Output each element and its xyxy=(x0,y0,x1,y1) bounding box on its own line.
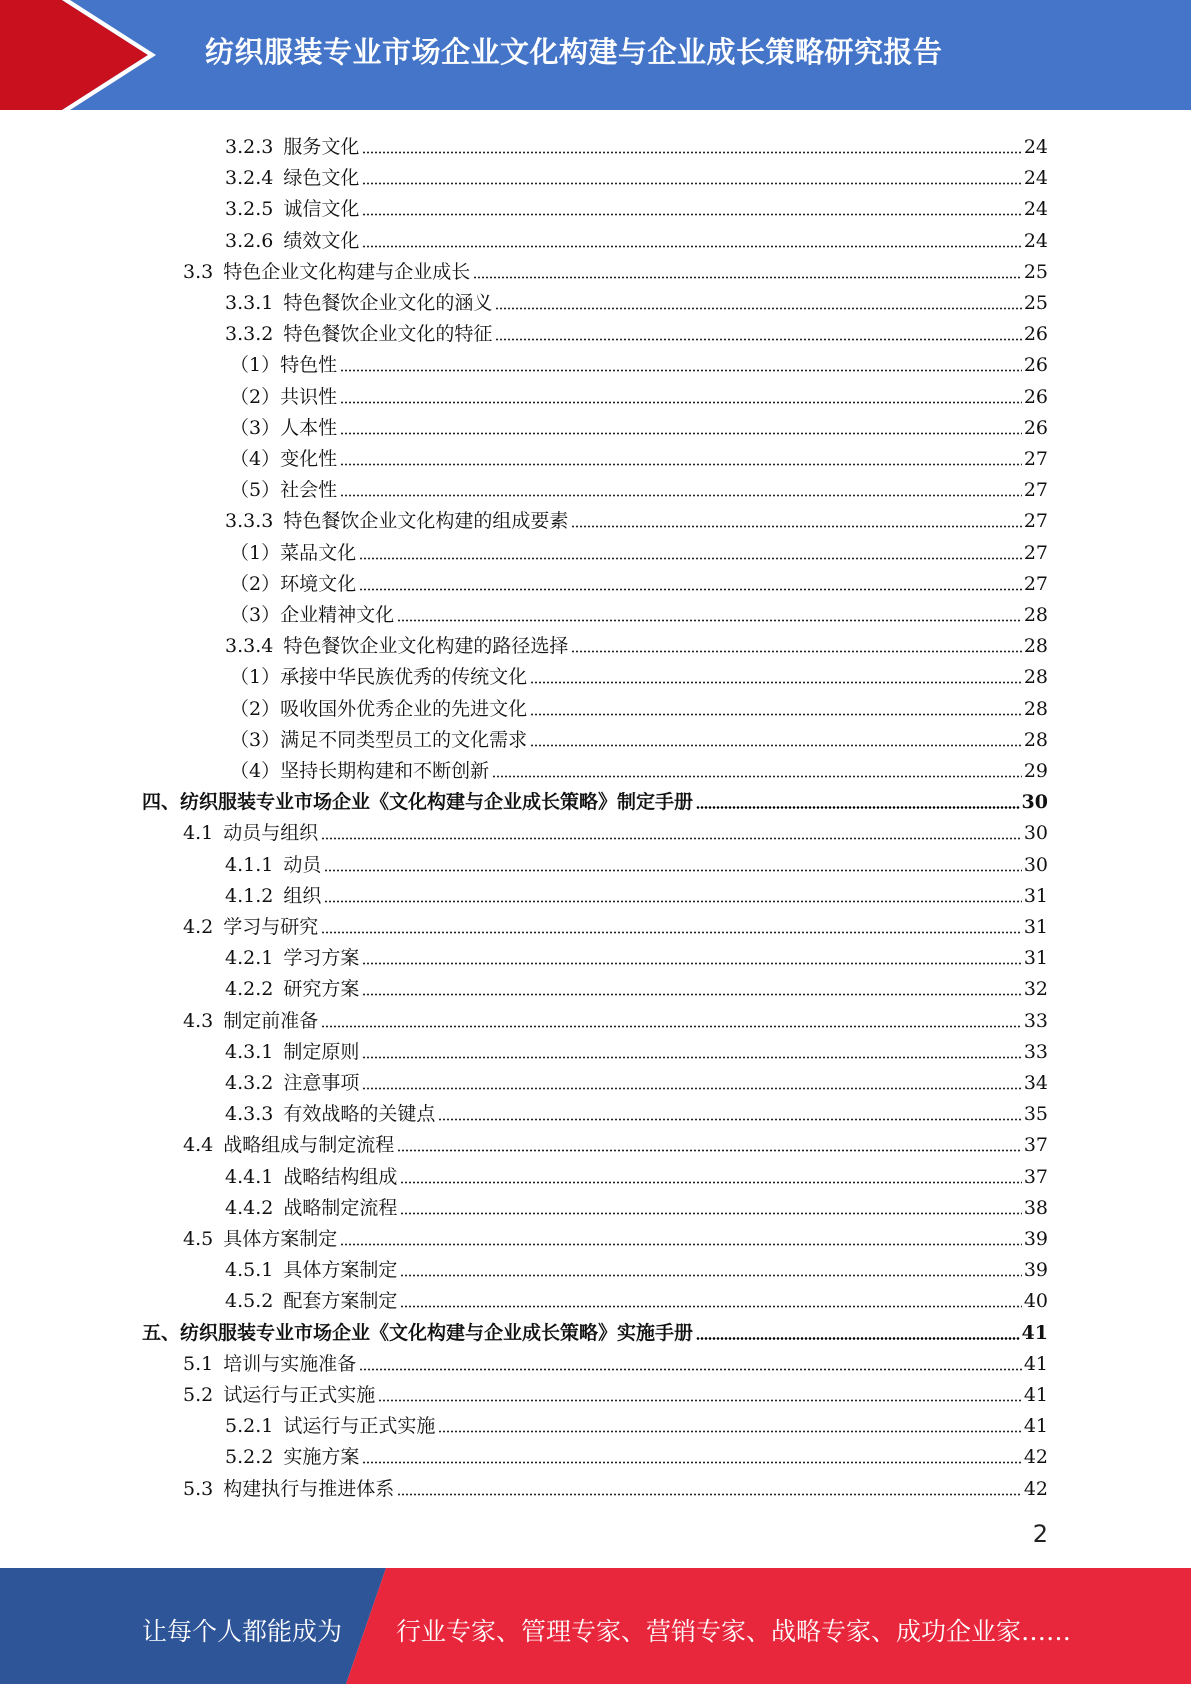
toc-entry[interactable] xyxy=(225,1032,1048,1063)
toc-dot-leader xyxy=(495,307,1021,310)
toc-entry-page: 42 xyxy=(1023,1477,1048,1500)
toc-entry-text: （1）特色性 xyxy=(230,354,338,377)
toc-dot-leader xyxy=(495,338,1021,341)
toc-entry-text: （3）企业精神文化 xyxy=(230,604,395,626)
toc-entry-text: （2）吸收国外优秀企业的先进文化 xyxy=(230,697,528,720)
toc-entry-text: 特色企业文化构建与企业成长 xyxy=(223,260,471,283)
toc-entry-text: 组织 xyxy=(283,884,322,907)
toc-entry-label xyxy=(225,885,321,907)
toc-entry[interactable] xyxy=(225,938,1048,969)
toc-entry-page: 41 xyxy=(1021,1321,1048,1344)
toc-entry-label xyxy=(183,822,318,844)
toc-entry-label xyxy=(183,916,318,938)
toc-entry[interactable] xyxy=(230,720,1048,751)
toc-entry-page: 31 xyxy=(1023,884,1048,907)
toc-entry-text: 配套方案制定 xyxy=(283,1290,398,1313)
toc-entry[interactable] xyxy=(225,1063,1048,1094)
toc-entry-number: 4.5.2 xyxy=(225,1290,274,1313)
toc-dot-leader xyxy=(340,432,1022,435)
toc-entry-text: 注意事项 xyxy=(283,1072,360,1094)
toc-entry[interactable] xyxy=(183,907,1048,938)
toc-entry-page: 26 xyxy=(1023,416,1048,439)
toc-entry-label xyxy=(225,136,359,158)
toc-entry-number: 3.2.3 xyxy=(225,136,274,158)
toc-entry-number: 4.3.2 xyxy=(225,1072,274,1094)
toc-dot-leader xyxy=(321,1025,1022,1028)
toc-dot-leader xyxy=(359,588,1022,591)
toc-entry[interactable] xyxy=(183,1219,1048,1250)
toc-entry[interactable] xyxy=(230,408,1048,439)
toc-entry-label xyxy=(225,947,359,969)
toc-entry-text: 具体方案制定 xyxy=(283,1259,398,1282)
toc-entry-number: 4.1.1 xyxy=(225,853,274,876)
toc-entry-number: 5.2.2 xyxy=(225,1446,274,1469)
toc-entry-page: 28 xyxy=(1023,604,1048,626)
toc-entry-text: 五、纺织服装专业市场企业《文化构建与企业成长策略》实施手册 xyxy=(142,1321,694,1344)
toc-entry-label xyxy=(230,354,337,376)
toc-entry-number: 3.3.4 xyxy=(225,635,274,658)
page-footer xyxy=(0,1568,1191,1684)
toc-dot-leader xyxy=(397,1149,1022,1152)
toc-entry-number: 4.2 xyxy=(183,916,214,938)
toc-entry-label xyxy=(183,1384,375,1406)
toc-dot-leader xyxy=(362,1087,1021,1090)
report-title: 纺织服装专业市场企业文化构建与企业成长策略研究报告 xyxy=(205,35,943,69)
toc-entry[interactable] xyxy=(225,501,1048,532)
toc-entry-label xyxy=(230,448,337,470)
toc-entry-text: 有效战略的关键点 xyxy=(283,1103,436,1126)
toc-entry-label xyxy=(230,760,489,782)
toc-entry-page: 40 xyxy=(1023,1290,1048,1313)
toc-entry[interactable] xyxy=(230,377,1048,408)
toc-entry-text: （2）共识性 xyxy=(230,385,338,408)
toc-dot-leader xyxy=(696,806,1020,809)
toc-entry[interactable] xyxy=(230,751,1048,782)
toc-entry-label xyxy=(225,1197,397,1219)
toc-chapter-entry[interactable] xyxy=(142,1313,1048,1344)
toc-entry-text: 试运行与正式实施 xyxy=(283,1415,436,1438)
toc-entry[interactable] xyxy=(183,813,1048,844)
toc-entry-number: 4.2.2 xyxy=(225,978,274,1001)
footer-slogan-right: 行业专家、管理专家、营销专家、战略专家、成功企业家…… xyxy=(396,1617,1072,1646)
toc-entry-number: 4.4.2 xyxy=(225,1196,274,1219)
toc-entry[interactable] xyxy=(230,345,1048,376)
toc-entry[interactable] xyxy=(225,283,1048,314)
toc-entry-page: 33 xyxy=(1023,1009,1048,1032)
toc-entry[interactable] xyxy=(230,533,1048,564)
toc-dot-leader xyxy=(400,1212,1021,1215)
toc-entry-number: 3.3.3 xyxy=(225,510,274,533)
toc-entry-text: 诚信文化 xyxy=(283,198,360,221)
toc-entry-number: 3.3 xyxy=(183,260,214,283)
toc-entry-page: 39 xyxy=(1023,1228,1048,1250)
toc-entry[interactable] xyxy=(230,564,1048,595)
toc-entry[interactable] xyxy=(225,1188,1048,1219)
toc-entry-number: 4.3.3 xyxy=(225,1103,274,1126)
toc-entry-page: 37 xyxy=(1023,1165,1048,1188)
toc-entry[interactable] xyxy=(230,439,1048,470)
toc-entry-text: 实施方案 xyxy=(283,1446,360,1469)
toc-entry[interactable] xyxy=(225,876,1048,907)
toc-dot-leader xyxy=(400,1181,1021,1184)
toc-entry[interactable] xyxy=(225,845,1048,876)
toc-entry-page: 41 xyxy=(1023,1415,1048,1438)
toc-entry-number: 4.4 xyxy=(183,1134,214,1157)
toc-dot-leader xyxy=(324,869,1021,872)
toc-entry-text: 动员 xyxy=(283,853,322,876)
toc-entry-page: 28 xyxy=(1023,728,1048,751)
toc-dot-leader xyxy=(492,775,1022,778)
toc-entry-label xyxy=(183,1010,318,1032)
toc-entry-label xyxy=(225,1259,397,1281)
toc-entry[interactable] xyxy=(183,252,1048,283)
toc-entry-page: 42 xyxy=(1023,1446,1048,1469)
toc-entry[interactable] xyxy=(230,657,1048,688)
toc-dot-leader xyxy=(696,1337,1020,1340)
toc-entry-page: 27 xyxy=(1023,448,1048,470)
toc-entry-text: 四、纺织服装专业市场企业《文化构建与企业成长策略》制定手册 xyxy=(142,791,694,814)
toc-entry-page: 30 xyxy=(1023,822,1048,845)
toc-entry-number: 5.1 xyxy=(183,1352,214,1375)
toc-entry-label xyxy=(225,1415,435,1437)
toc-entry-label xyxy=(183,261,470,283)
toc-entry-label xyxy=(230,542,356,564)
toc-entry-text: （5）社会性 xyxy=(230,479,338,502)
toc-entry[interactable] xyxy=(225,127,1048,158)
toc-entry-text: 研究方案 xyxy=(283,978,360,1001)
toc-entry-text: 特色餐饮企业文化的涵义 xyxy=(283,292,493,314)
toc-dot-leader xyxy=(400,1274,1021,1277)
toc-entry-page: 30 xyxy=(1023,853,1048,876)
toc-entry[interactable] xyxy=(183,1125,1048,1156)
toc-dot-leader xyxy=(362,245,1021,248)
toc-dot-leader xyxy=(438,1118,1021,1121)
toc-entry-number: 5.2.1 xyxy=(225,1415,274,1438)
toc-entry-text: 服务文化 xyxy=(283,136,360,158)
toc-chapter-entry[interactable] xyxy=(142,782,1048,813)
toc-entry[interactable] xyxy=(225,189,1048,220)
toc-entry-label xyxy=(183,1353,356,1375)
toc-entry-page: 33 xyxy=(1023,1040,1048,1063)
toc-entry-page: 35 xyxy=(1023,1103,1048,1126)
toc-entry-number: 4.1 xyxy=(183,822,214,845)
toc-entry-page: 28 xyxy=(1023,666,1048,689)
toc-entry-number: 5.3 xyxy=(183,1477,214,1500)
toc-dot-leader xyxy=(473,276,1022,279)
toc-entry-page: 30 xyxy=(1021,791,1048,814)
toc-entry-label xyxy=(183,1134,394,1156)
toc-entry-label xyxy=(230,666,527,688)
toc-entry-text: 构建执行与推进体系 xyxy=(223,1477,395,1500)
toc-entry-page: 27 xyxy=(1023,510,1048,533)
toc-entry[interactable] xyxy=(225,626,1048,657)
toc-entry-number: 3.2.5 xyxy=(225,198,274,221)
toc-entry-page: 24 xyxy=(1023,167,1048,190)
toc-entry-text: 战略制定流程 xyxy=(283,1196,398,1219)
toc-dot-leader xyxy=(362,213,1021,216)
toc-entry-label xyxy=(225,1072,359,1094)
toc-entry-page: 24 xyxy=(1023,229,1048,252)
toc-entry-page: 28 xyxy=(1023,697,1048,720)
toc-dot-leader xyxy=(340,494,1022,497)
toc-entry[interactable] xyxy=(230,470,1048,501)
toc-entry-number: 4.5 xyxy=(183,1228,214,1250)
toc-dot-leader xyxy=(378,1399,1022,1402)
toc-dot-leader xyxy=(340,1243,1022,1246)
toc-entry-label xyxy=(225,1446,359,1468)
toc-dot-leader xyxy=(362,151,1021,154)
toc-entry-label xyxy=(225,1166,397,1188)
toc-entry[interactable] xyxy=(225,1437,1048,1468)
toc-entry-label xyxy=(230,729,527,751)
toc-dot-leader xyxy=(321,837,1022,840)
toc-entry-number: 4.3.1 xyxy=(225,1040,274,1063)
toc-entry-label xyxy=(183,1228,337,1250)
toc-dot-leader xyxy=(530,713,1022,716)
toc-entry-number: 3.2.4 xyxy=(225,167,274,190)
toc-entry-text: 学习与研究 xyxy=(223,916,319,938)
toc-dot-leader xyxy=(362,993,1021,996)
toc-entry-number: 4.1.2 xyxy=(225,884,274,907)
toc-entry-page: 27 xyxy=(1023,541,1048,564)
toc-entry-label xyxy=(230,417,337,439)
toc-entry-label xyxy=(225,230,359,252)
toc-entry-number: 4.5.1 xyxy=(225,1259,274,1282)
toc-entry-text: 特色餐饮企业文化的特征 xyxy=(283,323,493,346)
toc-entry-number: 3.3.2 xyxy=(225,323,274,346)
toc-entry-page: 32 xyxy=(1023,978,1048,1001)
toc-entry-page: 26 xyxy=(1023,354,1048,377)
toc-entry-text: 绩效文化 xyxy=(283,229,360,252)
toc-dot-leader xyxy=(324,900,1021,903)
toc-entry-page: 31 xyxy=(1023,947,1048,970)
toc-entry-text: 特色餐饮企业文化构建的组成要素 xyxy=(283,510,569,533)
toc-entry-text: （3）满足不同类型员工的文化需求 xyxy=(230,728,528,751)
page-header xyxy=(0,0,1191,110)
toc-entry-page: 41 xyxy=(1023,1352,1048,1375)
toc-entry-label xyxy=(225,510,568,532)
toc-entry-text: （2）环境文化 xyxy=(230,572,357,595)
toc-dot-leader xyxy=(340,463,1022,466)
toc-entry-page: 29 xyxy=(1023,760,1048,782)
toc-entry-page: 41 xyxy=(1023,1384,1048,1406)
toc-entry[interactable] xyxy=(225,314,1048,345)
toc-entry-label xyxy=(225,1103,435,1125)
toc-entry-label xyxy=(142,1322,693,1344)
toc-entry-number: 3.2.6 xyxy=(225,229,274,252)
toc-entry[interactable] xyxy=(183,1469,1048,1500)
toc-entry[interactable] xyxy=(230,595,1048,626)
toc-entry[interactable] xyxy=(225,969,1048,1000)
toc-entry-page: 38 xyxy=(1023,1196,1048,1219)
toc-dot-leader xyxy=(362,182,1021,185)
toc-entry-text: 特色餐饮企业文化构建的路径选择 xyxy=(283,635,569,658)
toc-entry-text: （4）变化性 xyxy=(230,448,338,470)
toc-entry-number: 4.3 xyxy=(183,1009,214,1032)
toc-entry-page: 27 xyxy=(1023,479,1048,502)
toc-dot-leader xyxy=(400,1305,1021,1308)
toc-entry-page: 25 xyxy=(1023,292,1048,314)
toc-entry[interactable] xyxy=(183,1001,1048,1032)
toc-entry-text: 制定前准备 xyxy=(223,1009,319,1032)
toc-entry-page: 26 xyxy=(1023,323,1048,346)
toc-entry-text: 学习方案 xyxy=(283,947,360,970)
toc-entry-label xyxy=(225,978,359,1000)
toc-entry-number: 3.3.1 xyxy=(225,292,274,314)
toc-entry-label xyxy=(230,698,527,720)
toc-entry-label xyxy=(230,573,356,595)
toc-dot-leader xyxy=(438,1430,1021,1433)
toc-entry-page: 34 xyxy=(1023,1072,1048,1094)
page-number: 2 xyxy=(1032,1520,1048,1548)
toc-entry-label xyxy=(230,386,337,408)
toc-dot-leader xyxy=(571,525,1021,528)
toc-entry-text: （3）人本性 xyxy=(230,416,338,439)
toc-entry-text: 制定原则 xyxy=(283,1040,360,1063)
toc-entry-page: 24 xyxy=(1023,198,1048,221)
toc-entry-text: （4）坚持长期构建和不断创新 xyxy=(230,760,490,782)
toc-dot-leader xyxy=(359,557,1022,560)
toc-dot-leader xyxy=(340,401,1022,404)
toc-dot-leader xyxy=(359,1368,1022,1371)
toc-entry-label xyxy=(230,604,394,626)
toc-dot-leader xyxy=(571,650,1021,653)
toc-entry-page: 27 xyxy=(1023,572,1048,595)
toc-entry-label xyxy=(225,1290,397,1312)
toc-entry-text: 战略组成与制定流程 xyxy=(223,1134,395,1157)
toc-entry[interactable] xyxy=(225,1094,1048,1125)
toc-entry-label xyxy=(230,479,337,501)
toc-entry[interactable] xyxy=(183,1375,1048,1406)
toc-entry-label xyxy=(225,635,568,657)
toc-entry-text: （1）菜品文化 xyxy=(230,541,357,564)
toc-entry-label xyxy=(225,167,359,189)
toc-entry-text: 绿色文化 xyxy=(283,167,360,190)
toc-entry-text: 战略结构组成 xyxy=(283,1165,398,1188)
toc-entry[interactable] xyxy=(225,158,1048,189)
toc-entry[interactable] xyxy=(183,1344,1048,1375)
toc-entry-number: 4.4.1 xyxy=(225,1165,274,1188)
toc-entry-page: 25 xyxy=(1023,260,1048,283)
toc-dot-leader xyxy=(340,369,1022,372)
toc-entry-page: 28 xyxy=(1023,635,1048,658)
toc-dot-leader xyxy=(362,1461,1021,1464)
toc-entry[interactable] xyxy=(225,1250,1048,1281)
footer-slogan-left: 让每个人都能成为 xyxy=(142,1617,343,1646)
toc-dot-leader xyxy=(321,931,1022,934)
toc-dot-leader xyxy=(397,1493,1022,1496)
toc-entry[interactable] xyxy=(225,1406,1048,1437)
toc-entry[interactable] xyxy=(225,1157,1048,1188)
toc-entry-page: 26 xyxy=(1023,385,1048,408)
toc-entry-text: 具体方案制定 xyxy=(223,1228,338,1250)
toc-entry-label xyxy=(225,323,492,345)
toc-entry-text: 试运行与正式实施 xyxy=(223,1384,376,1406)
toc-entry-text: 动员与组织 xyxy=(223,822,319,845)
toc-entry-label xyxy=(142,791,693,813)
toc-entry-text: （1）承接中华民族优秀的传统文化 xyxy=(230,666,528,689)
toc-dot-leader xyxy=(397,619,1022,622)
toc-entry[interactable] xyxy=(225,1281,1048,1312)
toc-dot-leader xyxy=(530,681,1022,684)
toc-entry-number: 4.2.1 xyxy=(225,947,274,970)
toc-entry-page: 31 xyxy=(1023,916,1048,938)
toc-entry-label xyxy=(183,1478,394,1500)
toc-dot-leader xyxy=(362,962,1021,965)
toc-entry-page: 24 xyxy=(1023,136,1048,158)
toc-entry-page: 37 xyxy=(1023,1134,1048,1157)
toc-entry-label xyxy=(225,292,492,314)
toc-entry-label xyxy=(225,854,321,876)
toc-dot-leader xyxy=(530,744,1022,747)
toc-entry-page: 39 xyxy=(1023,1259,1048,1282)
toc-entry-label xyxy=(225,1041,359,1063)
toc-entry[interactable] xyxy=(225,221,1048,252)
toc-entry-number: 5.2 xyxy=(183,1384,214,1406)
toc-dot-leader xyxy=(362,1056,1021,1059)
toc-entry[interactable] xyxy=(230,689,1048,720)
toc-entry-text: 培训与实施准备 xyxy=(223,1352,357,1375)
toc-entry-label xyxy=(225,198,359,220)
